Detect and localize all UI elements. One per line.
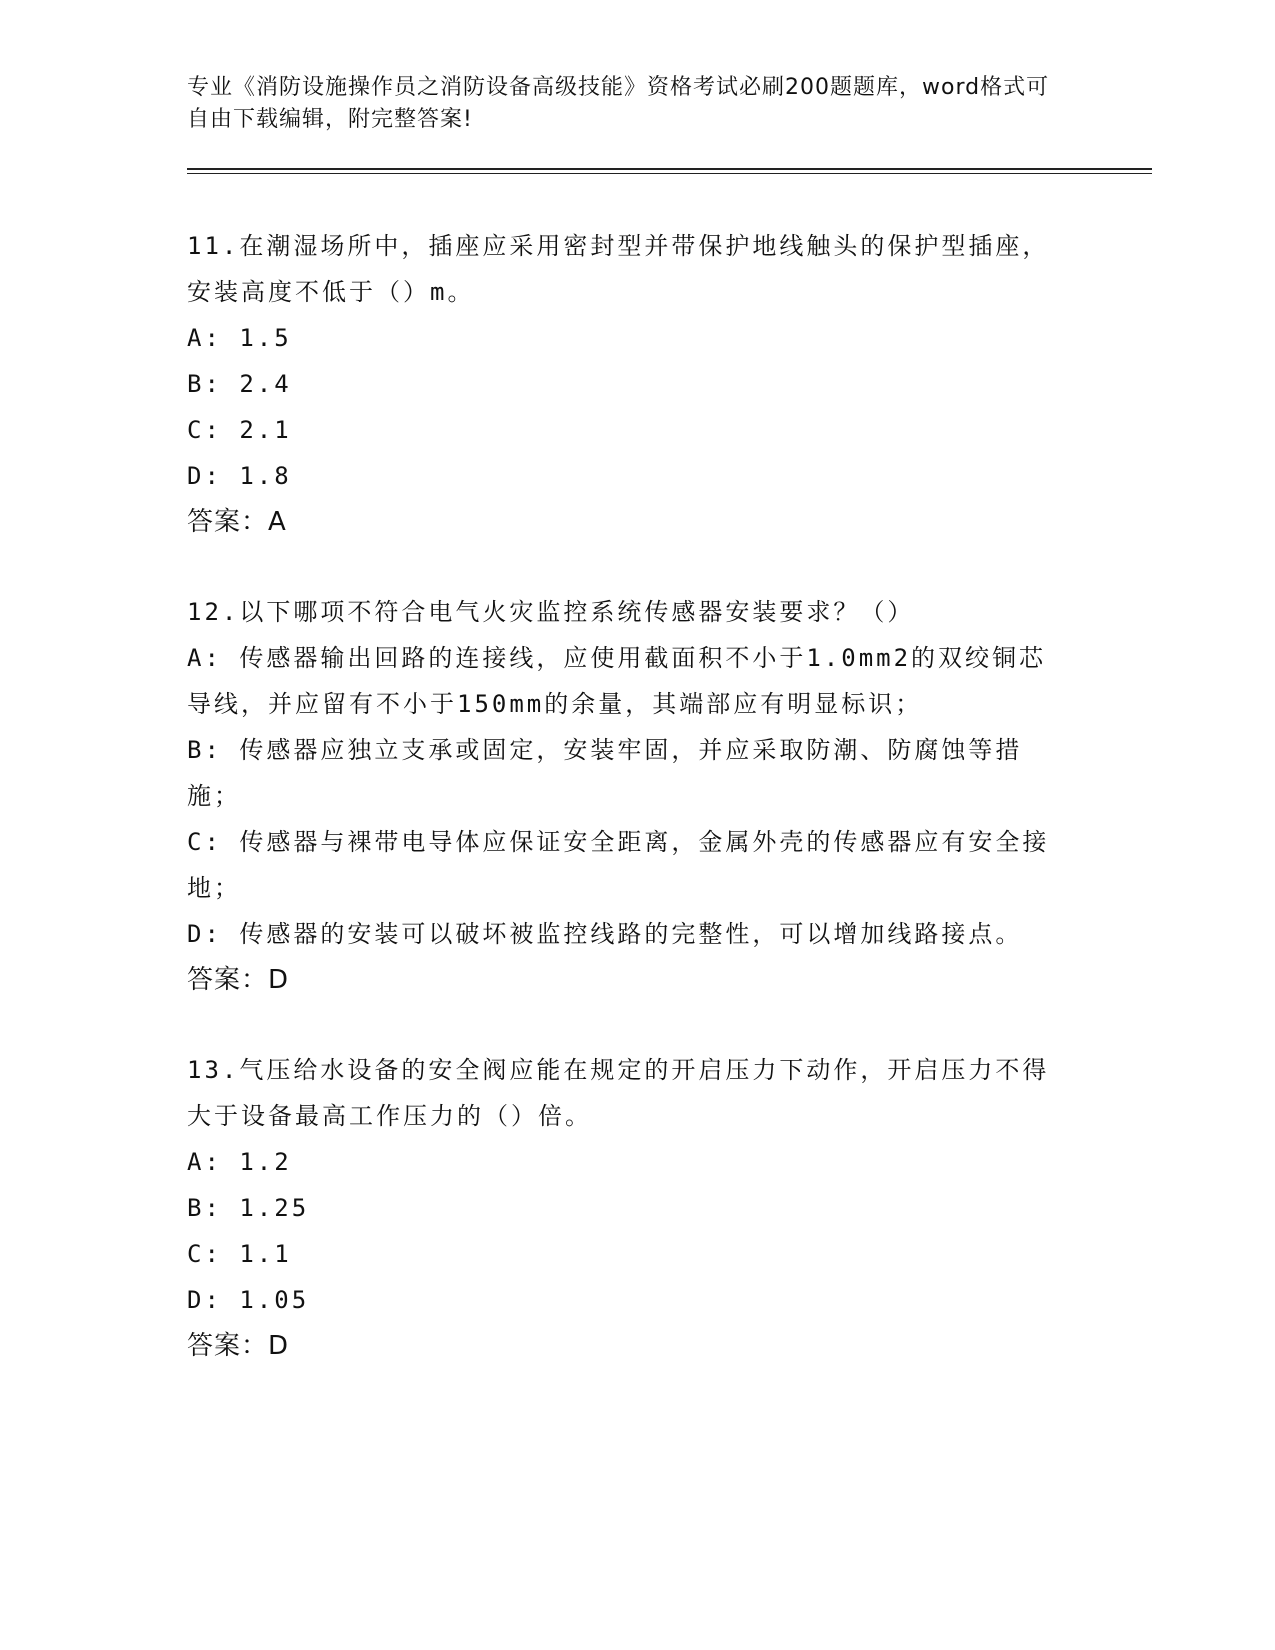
option-a: A: 1.2	[187, 1148, 292, 1176]
question-stem: 13.气压给水设备的安全阀应能在规定的开启压力下动作，开启压力不得大于设备最高工作压力的（）倍。	[187, 1056, 1050, 1130]
document-page	[187, 72, 1152, 1369]
document-header: 专业《消防设施操作员之消防设备高级技能》资格考试必刷200题题库，word格式可自由下载编辑，附完整答案!	[187, 75, 1050, 132]
option-a: A: 1.5	[187, 324, 292, 352]
option-d: D: 传感器的安装可以破坏被监控线路的完整性，可以增加线路接点。	[187, 920, 1023, 948]
option-c: C: 传感器与裸带电导体应保证安全距离，金属外壳的传感器应有安全接地；	[187, 828, 1050, 902]
option-c: C: 2.1	[187, 416, 292, 444]
answer-label: 答案：D	[187, 965, 290, 995]
question-stem: 12.以下哪项不符合电气火灾监控系统传感器安装要求？（）	[187, 598, 915, 626]
answer-label: 答案：A	[187, 507, 287, 537]
option-d: D: 1.05	[187, 1286, 310, 1314]
option-b: B: 2.4	[187, 370, 292, 398]
question-11	[187, 223, 1067, 545]
header-divider	[187, 168, 1152, 174]
option-d: D: 1.8	[187, 462, 292, 490]
option-a: A: 传感器输出回路的连接线，应使用截面积不小于1.0mm2的双绞铜芯导线，并应留有不小于150mm的余量，其端部应有明显标识；	[187, 644, 1047, 718]
option-b: B: 1.25	[187, 1194, 310, 1222]
question-12	[187, 589, 1067, 1003]
option-c: C: 1.1	[187, 1240, 292, 1268]
answer-label: 答案：D	[187, 1331, 290, 1361]
question-stem: 11.在潮湿场所中，插座应采用密封型并带保护地线触头的保护型插座，安装高度不低于（）m。	[187, 232, 1050, 306]
question-13	[187, 1047, 1067, 1369]
option-b: B: 传感器应独立支承或固定，安装牢固，并应采取防潮、防腐蚀等措施；	[187, 736, 1023, 810]
